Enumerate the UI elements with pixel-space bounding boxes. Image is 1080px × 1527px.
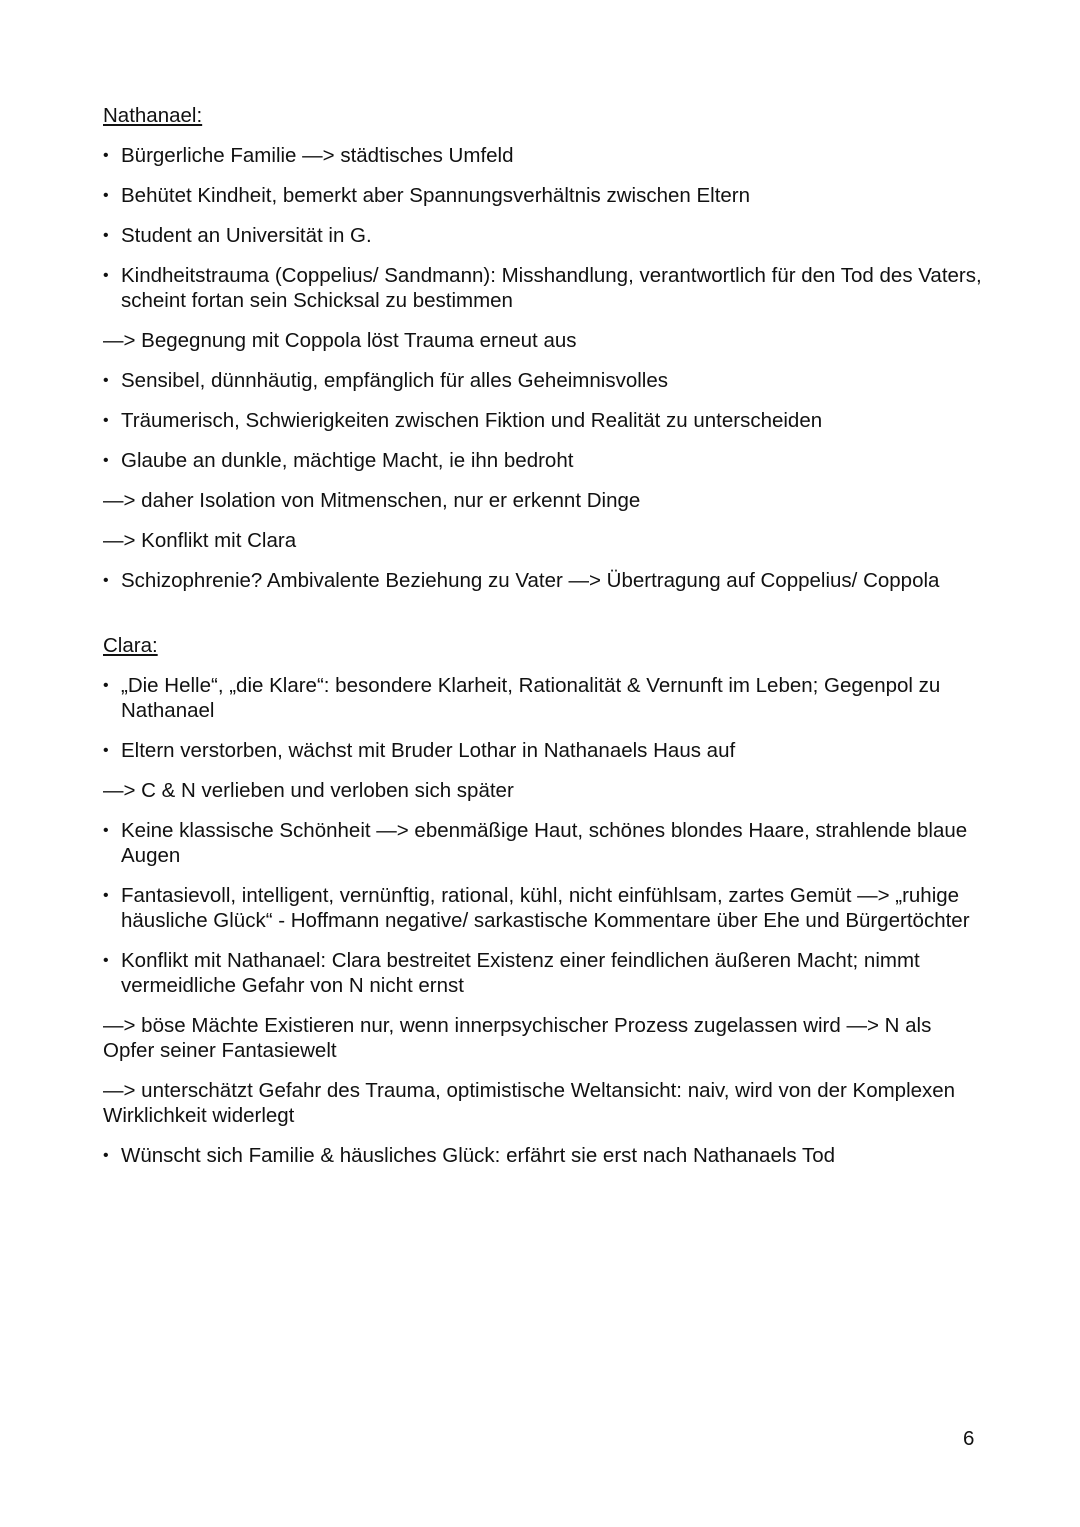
- bullet-item: • Glaube an dunkle, mächtige Macht, ie ihn bedroht: [103, 448, 983, 473]
- bullet-item: • Wünscht sich Familie & häusliches Glück: erfährt sie erst nach Nathanaels Tod: [103, 1143, 983, 1168]
- bullet-item: • Eltern verstorben, wächst mit Bruder Lothar in Nathanaels Haus auf: [103, 738, 983, 763]
- arrow-note: —> C & N verlieben und verloben sich später: [103, 779, 514, 802]
- bullet-item: • Behütet Kindheit, bemerkt aber Spannungsverhältnis zwischen Eltern: [103, 183, 983, 208]
- bullet-item: • Bürgerliche Familie —> städtisches Umfeld: [103, 143, 983, 168]
- arrow-note: —> Konflikt mit Clara: [103, 529, 297, 552]
- bullet-item: • Fantasievoll, intelligent, vernünftig, rational, kühl, nicht einfühlsam, zartes Gemüt —> „ruhige häusliche Glück“ - Hoffmann negative/ sarkastische Kommentare über Ehe und Bürgertöchter: [103, 883, 983, 933]
- bullet-item: • Student an Universität in G.: [103, 223, 983, 248]
- arrow-note: —> böse Mächte Existieren nur, wenn innerpsychischer Prozess zugelassen wird —> N als Opfer seiner Fantasiewelt: [103, 1014, 932, 1062]
- bullet-item: • Träumerisch, Schwierigkeiten zwischen Fiktion und Realität zu unterscheiden: [103, 408, 983, 433]
- arrow-note: —> unterschätzt Gefahr des Trauma, optimistische Weltansicht: naiv, wird von der Komplexen Wirklichkeit widerlegt: [103, 1079, 956, 1127]
- bullet-item: • Sensibel, dünnhäutig, empfänglich für alles Geheimnisvolles: [103, 368, 983, 393]
- section-nathanael: [103, 103, 983, 593]
- bullet-item: • Kindheitstrauma (Coppelius/ Sandmann): Misshandlung, verantwortlich für den Tod des Vaters, scheint fortan sein Schicksal zu bestimmen: [103, 263, 983, 313]
- section-heading: Nathanael:: [103, 104, 203, 127]
- section-heading: Clara:: [103, 634, 158, 657]
- bullet-item: • Konflikt mit Nathanael: Clara bestreitet Existenz einer feindlichen äußeren Macht; nimmt vermeidliche Gefahr von N nicht ernst: [103, 948, 983, 998]
- bullet-item: • Keine klassische Schönheit —> ebenmäßige Haut, schönes blondes Haare, strahlende blaue Augen: [103, 818, 983, 868]
- arrow-note: —> daher Isolation von Mitmenschen, nur er erkennt Dinge: [103, 489, 641, 512]
- document-body: [103, 103, 983, 1208]
- arrow-note: —> Begegnung mit Coppola löst Trauma erneut aus: [103, 329, 577, 352]
- bullet-item: • Schizophrenie? Ambivalente Beziehung zu Vater —> Übertragung auf Coppelius/ Coppola: [103, 568, 983, 593]
- page-number: 6: [963, 1427, 975, 1450]
- bullet-item: • „Die Helle“, „die Klare“: besondere Klarheit, Rationalität & Vernunft im Leben; Gegenpol zu Nathanael: [103, 673, 983, 723]
- section-clara: [103, 633, 983, 1168]
